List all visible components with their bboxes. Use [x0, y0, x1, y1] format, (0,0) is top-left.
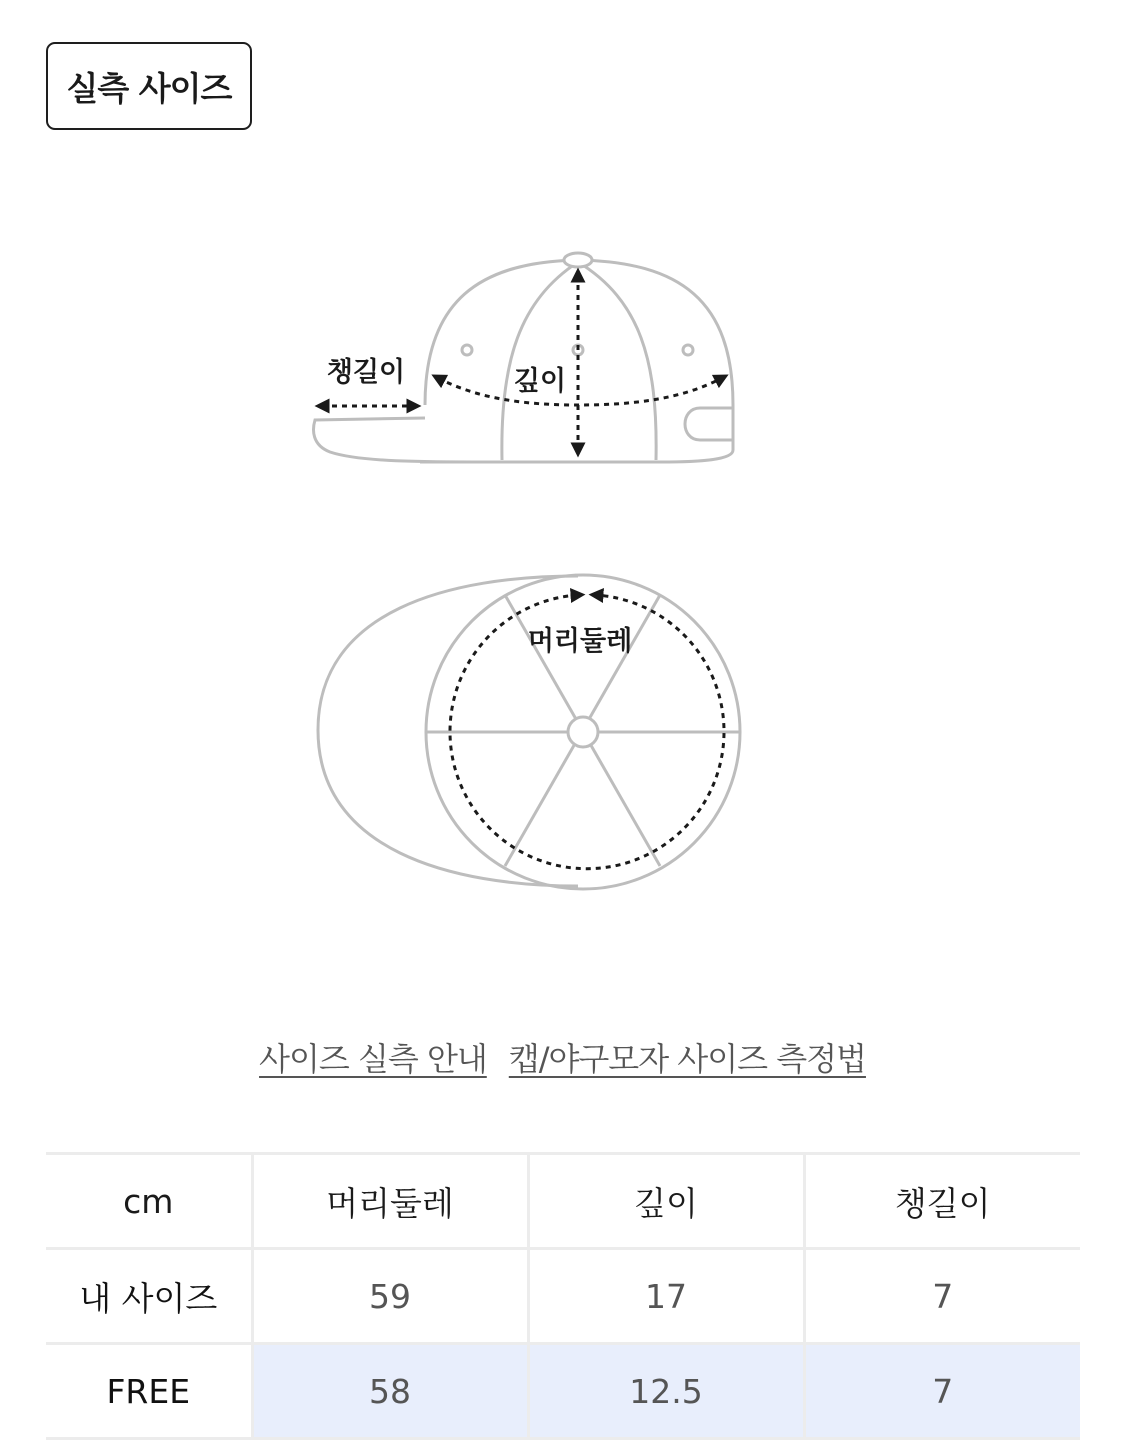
- cap-top-view: [318, 575, 740, 889]
- table-cell: 59: [252, 1249, 528, 1344]
- table-cell: 7: [804, 1344, 1080, 1439]
- row-label: FREE: [46, 1344, 252, 1439]
- size-measurement-guide-link[interactable]: 사이즈 실측 안내: [259, 1040, 487, 1078]
- size-table: [46, 1152, 1080, 1440]
- depth-header: 깊이: [528, 1154, 804, 1249]
- table-cell: 7: [804, 1249, 1080, 1344]
- page-title: 실측 사이즈: [66, 68, 232, 108]
- row-label: 내 사이즈: [46, 1249, 252, 1344]
- head-circumference-label: 머리둘레: [527, 626, 633, 657]
- table-row-free: [46, 1344, 1080, 1439]
- circumference-header: 머리둘레: [252, 1154, 528, 1249]
- table-header-row: [46, 1154, 1080, 1249]
- table-cell: 12.5: [528, 1344, 804, 1439]
- table-row-my-size: [46, 1249, 1080, 1344]
- size-guide-links: [0, 1034, 1125, 1080]
- brim-length-label: 챙길이: [326, 357, 406, 388]
- brim-header: 챙길이: [804, 1154, 1080, 1249]
- table-cell: 58: [252, 1344, 528, 1439]
- table-cell: 17: [528, 1249, 804, 1344]
- depth-label: 깊이: [513, 366, 567, 397]
- unit-header: cm: [46, 1154, 252, 1249]
- cap-measurement-method-link[interactable]: 캡/야구모자 사이즈 측정법: [508, 1040, 866, 1078]
